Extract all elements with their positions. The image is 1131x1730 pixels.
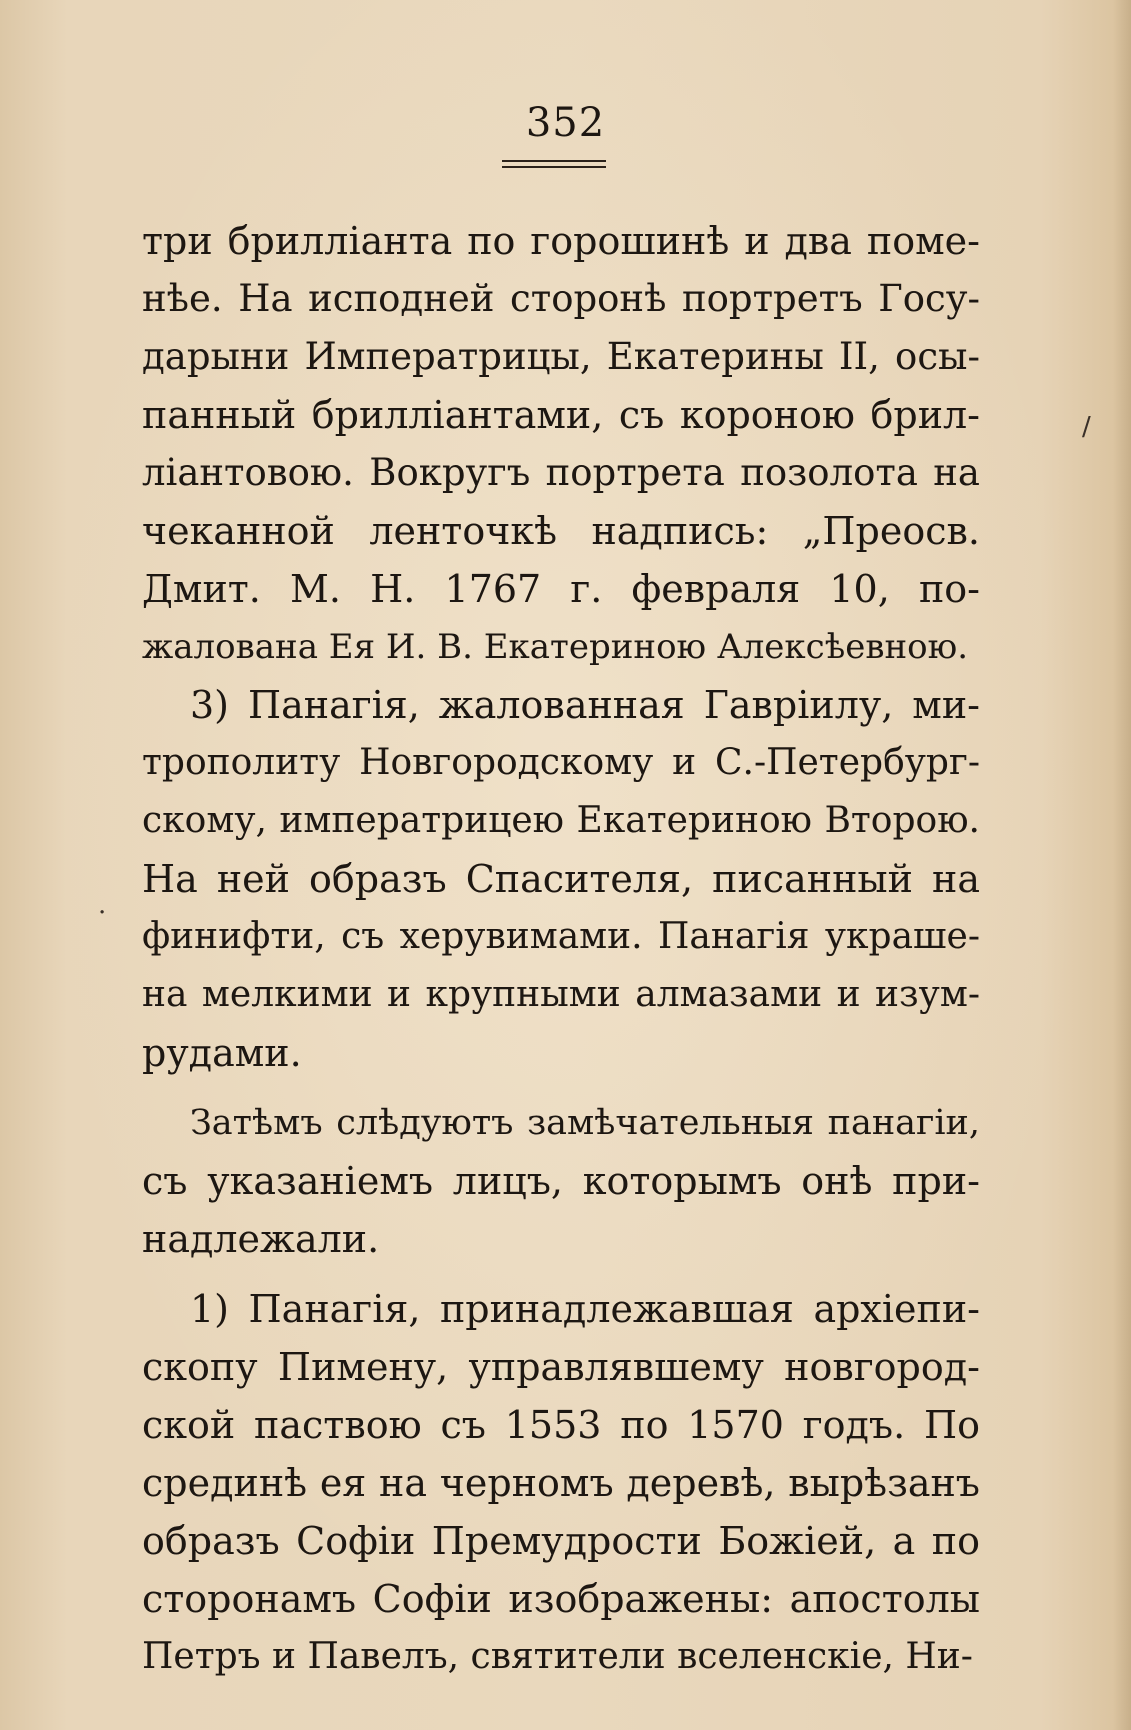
margin-dot: · [98,898,107,928]
text-line: съ указаніемъ лицъ, которымъ онѣ при- [142,1159,980,1203]
text-line: На ней образъ Спасителя, писанный на [142,857,980,901]
text-line: образъ Софіи Премудрости Божіей, а по [142,1519,980,1563]
text-line: Дмит. М. Н. 1767 г. февраля 10, по- [142,567,980,611]
text-line: трополиту Новгородскому и С.-Петербург- [142,742,980,783]
text-line: надлежали. [142,1217,380,1261]
text-line: нѣе. На исподней сторонѣ портретъ Госу- [142,277,980,320]
text-line: на мелкими и крупными алмазами и изум- [142,974,980,1015]
text-line: финифти, съ херувимами. Панагія украше- [142,916,980,957]
text-line: чеканной ленточкѣ надпись: „Преосв. [142,509,980,553]
text-line: дарыни Императрицы, Екатерины II, осы- [142,335,980,378]
text-line: Петръ и Павелъ, святители вселенскіе, Ни- [142,1636,973,1677]
text-line: ской паствою съ 1553 по 1570 годъ. По [142,1403,980,1447]
text-line: ліантовою. Вокругъ портрета позолота на [142,451,980,494]
text-line: рудами. [142,1031,302,1075]
text-line: три брилліанта по горошинѣ и два поме- [142,219,980,263]
paragraph-start-line: 3) Панагія, жалованная Гавріилу, ми- [190,683,980,727]
text-line: срединѣ ея на черномъ деревѣ, вырѣзанъ [142,1461,980,1505]
header-rule-top [502,160,606,162]
text-line: скому, императрицею Екатериною Второю. [142,800,980,841]
text-line: сторонамъ Софіи изображены: апостолы [142,1577,980,1621]
body-text [142,212,980,1686]
page-edge-shadow [1113,0,1131,1730]
paragraph-start-line: Затѣмъ слѣдуютъ замѣчательныя панагіи, [190,1103,980,1143]
page-number: 352 [525,100,606,146]
margin-mark: / [1082,412,1091,442]
header-rule-bottom [502,166,606,168]
text-line: панный брилліантами, съ короною брил- [142,393,980,437]
text-line: скопу Пимену, управлявшему новгород- [142,1345,980,1389]
paragraph-start-line: 1) Панагія, принадлежавшая архіепи- [190,1287,980,1331]
text-line: жалована Ея И. В. Екатериною Алексѣевною. [142,627,969,667]
